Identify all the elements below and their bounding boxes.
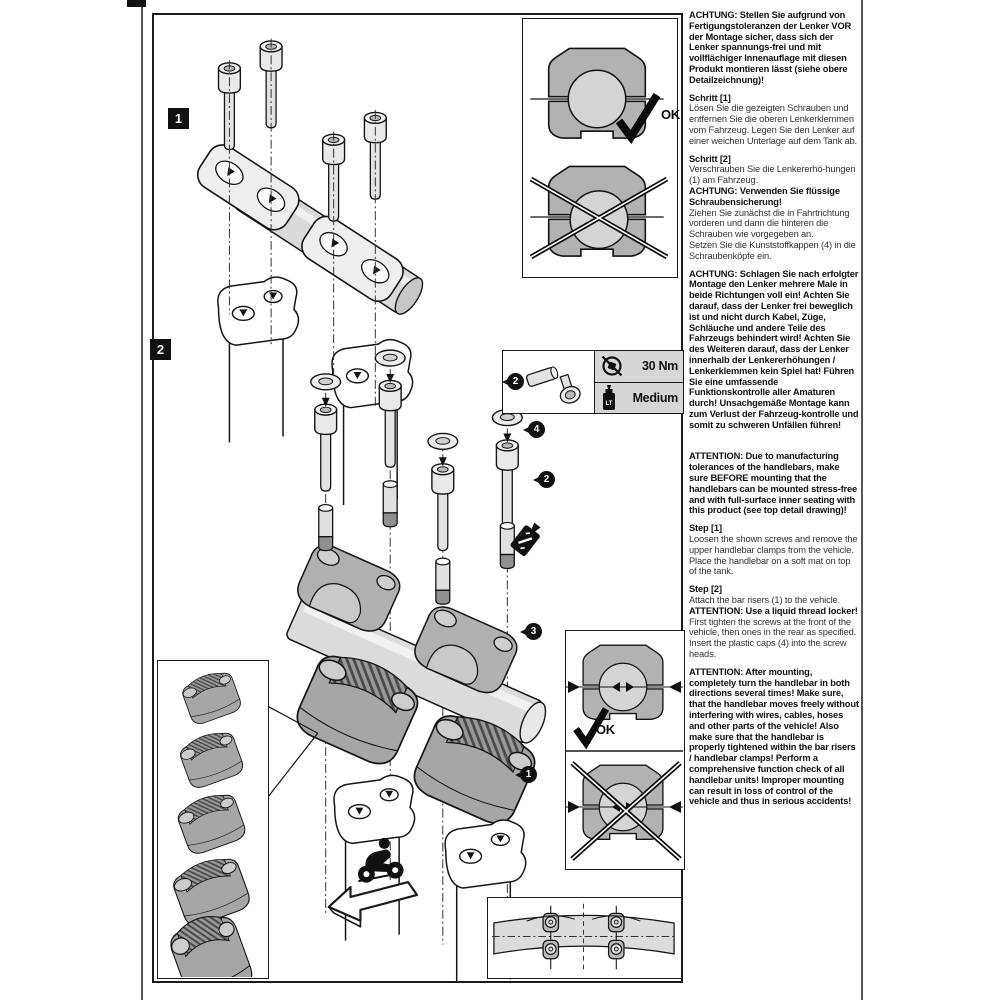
en-threadlocker-warning: ATTENTION: Use a liquid thread locker! <box>689 605 858 616</box>
de-step2-body: Verschrauben Sie die Lenkererhö-hungen (1) am Fahrzeug. <box>689 164 856 186</box>
riser-screw <box>496 440 518 527</box>
handlebar-topview-drawing <box>488 898 680 977</box>
clamp-orientation-drawing <box>523 19 676 276</box>
thread-locker-bottle-icon <box>600 385 618 411</box>
ok-label-top: OK <box>661 107 680 122</box>
gap-alignment-detail-box <box>565 630 685 870</box>
registration-mark <box>127 0 146 7</box>
en-step2-body: Attach the bar risers (1) to the vehicle. <box>689 595 840 606</box>
step-1-badge: 1 <box>168 108 189 129</box>
gap-alignment-drawing <box>566 631 683 868</box>
riser-variants-drawing <box>158 661 267 977</box>
callout-screw-partsbox: 2 <box>507 373 524 390</box>
motorcycle-rider-silhouette <box>358 838 404 883</box>
de-caps-note: Setzen Sie die Kunststoffkappen (4) in die Schraubenköpfe ein. <box>689 239 856 261</box>
fastener-parts-cell <box>503 351 595 413</box>
callout-bar-riser: 1 <box>520 766 537 783</box>
torque-spec-row <box>595 351 683 382</box>
handlebar-topview-box <box>487 897 682 979</box>
de-final-warning: ACHTUNG: Schlagen Sie nach erfolgter Montage den Lenker mehrere Male in beide Richtungen voll ein! Achten Sie darauf, dass der Lenker frei beweglich ist und nicht durch Kabel, Züge, Schläuche und andere Teile des Fahrzeugs behindert wird! Achten Sie des Weiteren darauf, dass der Lenker innerhalb der Lenkererhöhungen / Lenkerklemmen kein Spiel hat! Führen Sie eine umfassende Funktionskontrolle aller Amaturen durch! Unsachgemäße Montage kann zum Verlust der Fahrzeug-kontrolle und somit zu schweren Unfällen führen! <box>689 268 859 430</box>
threadlocker-spec-row <box>595 382 683 414</box>
assembly-diagram-box <box>152 13 683 983</box>
en-attention-intro: ATTENTION: Due to manufacturing tolerances of the handlebars, make sure BEFORE mounting that the handlebars can be mounted stress-free and with full-surface inner seating with this product (see top detail drawing)! <box>689 451 858 516</box>
step-2-badge: 2 <box>150 339 171 360</box>
de-attention-intro: ACHTUNG: Stellen Sie aufgrund von Fertigungstoleranzen der Lenker VOR der Montage sicher, dass sich der Lenker spannungs-frei und mit vollflächiger Innenauflage mit diesen Produkt montieren lässt (siehe obere Detailzeichnung)! <box>689 10 852 85</box>
en-tightening-order: First tighten the screws at the front of the vehicle, then ones in the rear as specified. Insert the plastic caps (4) into the screw heads. <box>689 616 857 660</box>
callout-plastic-cap: 4 <box>528 421 545 438</box>
riser-screw <box>315 404 337 491</box>
spacer-sleeve <box>319 505 333 551</box>
plastic-cap <box>375 350 405 366</box>
plastic-cap <box>311 374 341 390</box>
instruction-text-column <box>689 10 860 807</box>
clamp-orientation-detail-box <box>522 18 678 278</box>
spacer-sleeve <box>383 481 397 527</box>
right-crop-line <box>861 0 863 1000</box>
riding-direction-icon <box>329 838 417 927</box>
de-step1-body: Lösen Sie die gezeigten Schrauben und entfernen Sie die oberen Lenkerklemmen vom Fahrzeug. Legen Sie den Lenker auf einer weichen Unterlage auf dem Tank ab. <box>689 103 857 146</box>
bottle-label: LT <box>605 400 613 407</box>
de-threadlocker-warning: ACHTUNG: Verwenden Sie flüssige Schraubensicherung! <box>689 185 840 207</box>
vehicle-clamp-base-left <box>218 277 299 442</box>
spacer-sleeve <box>436 558 450 604</box>
threadlocker-value: Medium <box>632 390 678 405</box>
callout-upper-clamp: 3 <box>525 623 542 640</box>
riser-variants-box <box>157 660 269 979</box>
en-final-warning: ATTENTION: After mounting, completely turn the handlebar in both directions several times! Make sure, that the handlebar moves freely without interfering with wires, cables, hoses and other parts of the vehicle! Also make sure that the handlebar is properly tightened within the bar risers / handlebar clamps! Perform a comprehensive function check of all handlebar units! Improper mounting can result in loss of control of the vehicle and thus in serious accidents! <box>689 666 859 807</box>
callout-screw: 2 <box>538 471 555 488</box>
en-step1-heading: Step [1] <box>689 523 722 534</box>
en-step1-body: Loosen the shown screws and remove the upper handlebar clamps from the vehicle. Place the handlebar on a soft mat on top of the tank. <box>689 534 858 577</box>
de-step2-heading: Schritt [2] <box>689 153 731 164</box>
spec-cells <box>595 351 683 413</box>
torque-value: 30 Nm <box>641 359 678 374</box>
de-tightening-order: Ziehen Sie zunächst die in Fahrtrichtung vorderen und dann die hinteren die Schrauben wie vorgegeben an. <box>689 207 850 240</box>
left-crop-line <box>141 0 143 1000</box>
step2-riser-mounting <box>268 350 551 981</box>
thread-locker-tube-icon <box>510 520 544 557</box>
fastener-spec-box <box>502 350 684 414</box>
ok-label-mid: OK <box>596 722 615 737</box>
de-step1-heading: Schritt [1] <box>689 92 731 103</box>
torque-wrench-icon <box>600 354 624 378</box>
en-step2-heading: Step [2] <box>689 584 722 595</box>
handlebar-clamp-top-right <box>296 211 409 307</box>
handlebar-clamp-top-left <box>192 139 305 235</box>
riser-screw <box>432 464 454 551</box>
plastic-cap <box>428 433 458 449</box>
